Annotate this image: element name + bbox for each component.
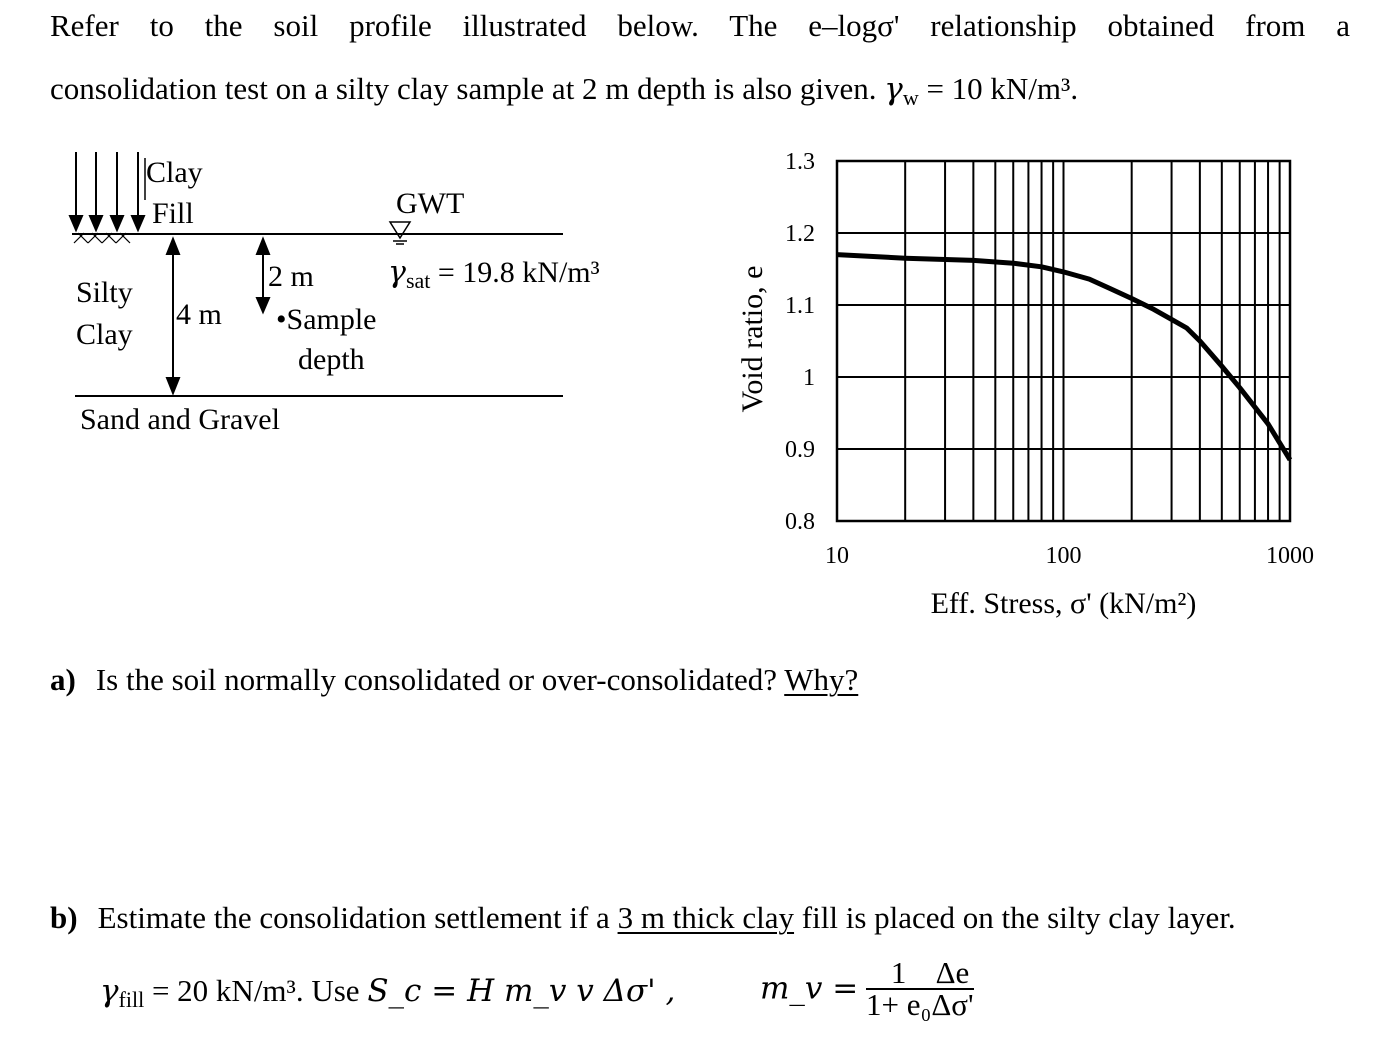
fill-label-1: Clay: [146, 156, 203, 189]
question-b: b) Estimate the consolidation settlement if a 3 m thick clay fill is placed on the silty clay layer.: [50, 900, 1236, 935]
fill-label-2: Fill: [152, 197, 194, 230]
gamma-sat-label: $\gamma_{sat} = 19.8$ kN/m³: [388, 255, 600, 293]
sample-label-2: depth: [298, 343, 365, 376]
question-b-given: $\gamma_{fill} = 20$ kN/m³. Use S_c = H m_v v Δσ' ,: [100, 973, 676, 1012]
question-a-label: a): [50, 662, 76, 697]
base-layer-label: Sand and Gravel: [80, 403, 280, 436]
x-tick-label: 10: [825, 543, 849, 569]
mv-fraction-1: $\frac{1}{\text{1+ e₀}}$: [866, 955, 932, 1022]
y-axis-label: Void ratio, e: [736, 265, 769, 413]
intro-line-2: consolidation test on a silty clay sample at 2 m depth is also given. $\gamma_w = 10$ kN/m³.: [50, 71, 1079, 110]
sample-depth-label: 2 m: [268, 260, 314, 293]
y-tick-label: 0.9: [785, 437, 815, 463]
layer-label-1: Silty: [76, 276, 133, 309]
intro-line-1: Refer to the soil profile illustrated below. The e–logσ' relationship obtained from a: [50, 8, 1350, 43]
fill-load-arrows: [70, 152, 145, 230]
y-tick-label: 1.3: [785, 149, 815, 175]
x-axis-label: Eff. Stress, σ' (kN/m²): [930, 587, 1197, 620]
layer-label-2: Clay: [76, 318, 133, 351]
e-log-sigma-chart: [700, 140, 1360, 640]
mv-formula: m_v = $\frac{1}{\text{1+ e₀}}$ $\frac{\Delta e}{\Delta\sigma'}$: [760, 955, 974, 1022]
question-b-label: b): [50, 900, 78, 935]
y-tick-label: 0.8: [785, 509, 815, 535]
y-tick-label: 1.1: [785, 293, 815, 319]
thickness-label: 4 m: [176, 298, 222, 331]
sample-label-1: •Sample: [276, 303, 377, 336]
mv-fraction-2: $\frac{\Delta e}{\Delta\sigma'}$: [931, 955, 974, 1022]
question-a: a) Is the soil normally consolidated or over-consolidated? Why?: [50, 662, 859, 697]
sc-formula: S_c = H m_v v Δσ' ,: [367, 973, 676, 1009]
x-tick-label: 1000: [1266, 543, 1314, 569]
gwt-label: GWT: [396, 187, 465, 220]
y-tick-label: 1: [803, 365, 815, 391]
y-tick-label: 1.2: [785, 221, 815, 247]
x-tick-label: 100: [1045, 543, 1082, 569]
